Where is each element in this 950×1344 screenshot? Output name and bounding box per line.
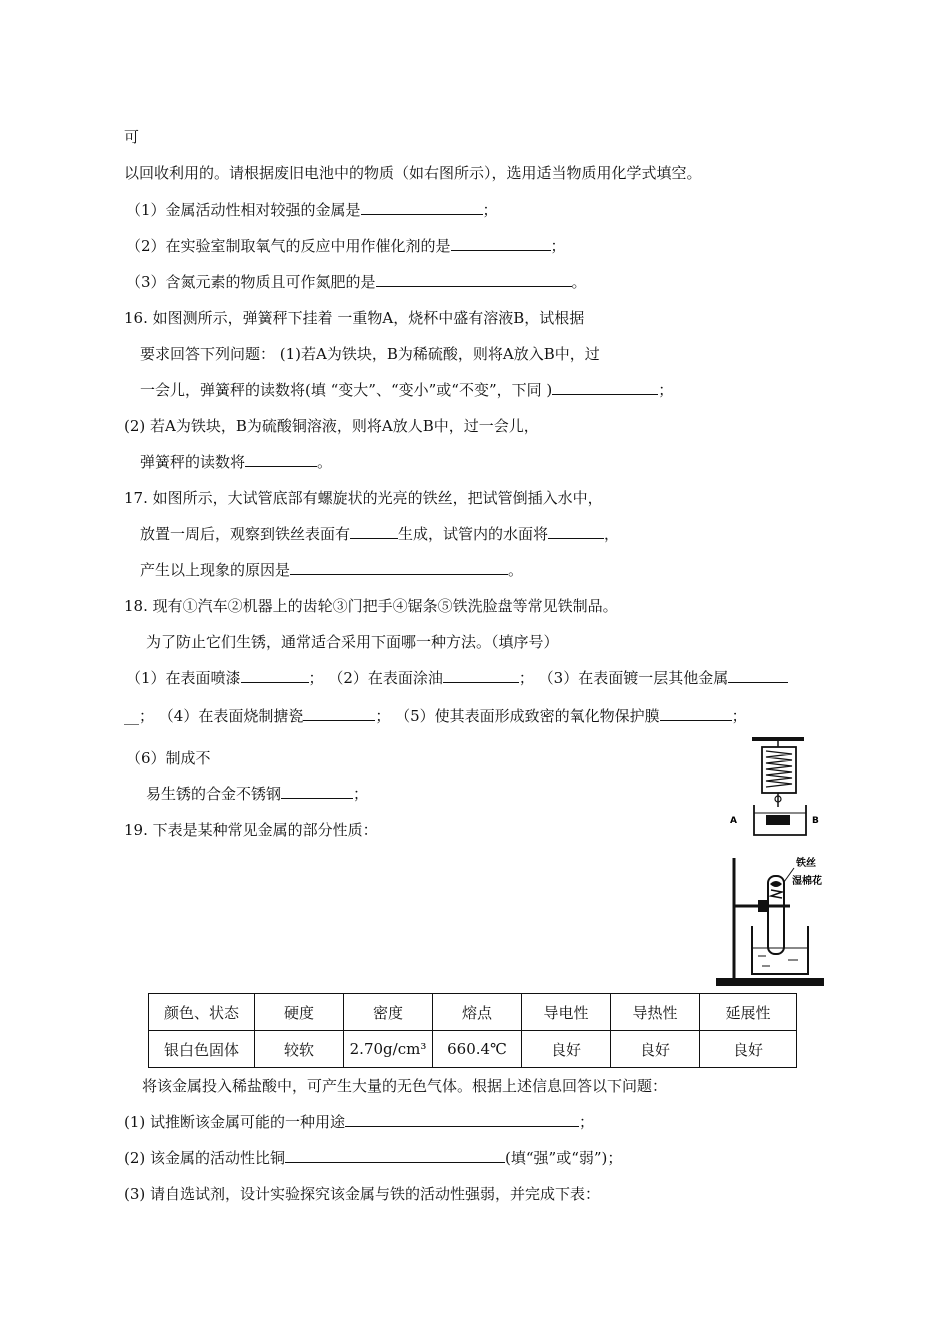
table-cell: 2.70g/cm³ — [344, 1031, 433, 1068]
answer-blank[interactable] — [552, 380, 658, 395]
answer-blank[interactable] — [303, 706, 375, 721]
answer-blank[interactable] — [285, 1148, 505, 1163]
figure-label-a: A — [730, 816, 737, 826]
table-header-cell: 延展性 — [700, 994, 797, 1031]
table-cell: 较软 — [255, 1031, 344, 1068]
question-18-options: （1）在表面喷漆 ； （2）在表面涂油 ； （3）在表面镀一层其他金属 — [126, 668, 788, 688]
figure-label-cotton: 湿棉花 — [792, 876, 822, 887]
test-tube-figure — [712, 852, 842, 992]
answer-blank[interactable] — [281, 784, 353, 799]
answer-blank[interactable] — [728, 668, 788, 683]
question-18: 18. 现有①汽车②机器上的齿轮③门把手④锯条⑤铁洗脸盘等常见铁制品。 — [124, 597, 618, 615]
answer-blank[interactable] — [245, 452, 317, 467]
question-16: 要求回答下列问题： (1)若A为铁块，B为稀硫酸，则将A放入B中，过 — [140, 345, 600, 363]
answer-blank[interactable] — [548, 524, 604, 539]
figure-label-wire: 铁丝 — [796, 858, 816, 869]
question-19: 将该金属投入稀盐酸中，可产生大量的无色气体。根据上述信息回答以下问题： — [142, 1077, 668, 1095]
table-row — [149, 1031, 797, 1068]
question-19-1: (1) 试推断该金属可能的一种用途 ； — [124, 1113, 595, 1131]
question-18: 为了防止它们生锈，通常适合采用下面哪一种方法。（填序号） — [146, 633, 559, 651]
question-18-options: 易生锈的合金不锈钢 ； — [146, 785, 369, 803]
question-19: 19. 下表是某种常见金属的部分性质： — [124, 821, 378, 839]
metal-properties-table — [148, 993, 797, 1068]
answer-blank[interactable] — [345, 1112, 579, 1127]
table-header-cell: 导热性 — [611, 994, 700, 1031]
question-17: 17. 如图所示，大试管底部有螺旋状的光亮的铁丝，把试管倒插入水中， — [124, 489, 603, 507]
table-cell: 良好 — [522, 1031, 611, 1068]
answer-blank[interactable] — [660, 706, 732, 721]
answer-blank[interactable] — [361, 200, 483, 215]
table-cell: 良好 — [700, 1031, 797, 1068]
table-header-cell: 颜色、状态 — [149, 994, 255, 1031]
answer-blank[interactable] — [451, 236, 551, 251]
table-header-cell: 导电性 — [522, 994, 611, 1031]
table-cell: 银白色固体 — [149, 1031, 255, 1068]
question-16: (2) 若A为铁块，B为硫酸铜溶液，则将A放人B中，过一会儿， — [124, 417, 539, 435]
table-cell: 660.4℃ — [433, 1031, 522, 1068]
question-18-options: __； （4）在表面烧制搪瓷 ； （5）使其表面形成致密的氧化物保护膜 ； — [124, 707, 747, 725]
answer-blank[interactable] — [443, 668, 519, 683]
answer-blank[interactable] — [350, 524, 398, 539]
text-line: 以回收利用的。请根据废旧电池中的物质（如右图所示），选用适当物质用化学式填空。 — [124, 164, 702, 182]
question-17: 产生以上现象的原因是 。 — [140, 561, 524, 579]
question-16: 16. 如图测所示，弹簧秤下挂着 一重物A，烧杯中盛有溶液B，试根据 — [124, 309, 585, 327]
question-16: 弹簧秤的读数将 。 — [140, 453, 333, 471]
question-18-options: （6）制成不 — [126, 749, 211, 767]
text-line: 可 — [124, 128, 140, 146]
table-cell: 良好 — [611, 1031, 700, 1068]
question-19-2: (2) 该金属的活动性比铜 (填“强”或“弱”)； — [124, 1149, 623, 1167]
table-header-cell: 密度 — [344, 994, 433, 1031]
figure-label-b: B — [812, 816, 819, 826]
spring-scale-figure — [726, 735, 822, 839]
answer-blank[interactable] — [376, 272, 572, 287]
question-15-3: （3）含氮元素的物质且可作氮肥的是 。 — [126, 273, 587, 291]
table-header-cell: 熔点 — [433, 994, 522, 1031]
question-15-2: （2）在实验室制取氧气的反应中用作催化剂的是 ； — [126, 237, 566, 255]
answer-blank[interactable] — [241, 668, 309, 683]
answer-blank[interactable] — [290, 560, 508, 575]
table-header-row — [149, 994, 797, 1031]
table-header-cell: 硬度 — [255, 994, 344, 1031]
question-17: 放置一周后，观察到铁丝表面有 生成，试管内的水面将 ， — [140, 525, 620, 543]
question-16: 一会儿，弹簧秤的读数将(填 “变大”、“变小”或“不变”，下同 ) ； — [140, 381, 674, 399]
question-15-1: （1）金属活动性相对较强的金属是 ； — [126, 201, 498, 219]
question-19-3: (3) 请自选试剂，设计实验探究该金属与铁的活动性强弱，并完成下表： — [124, 1185, 601, 1203]
